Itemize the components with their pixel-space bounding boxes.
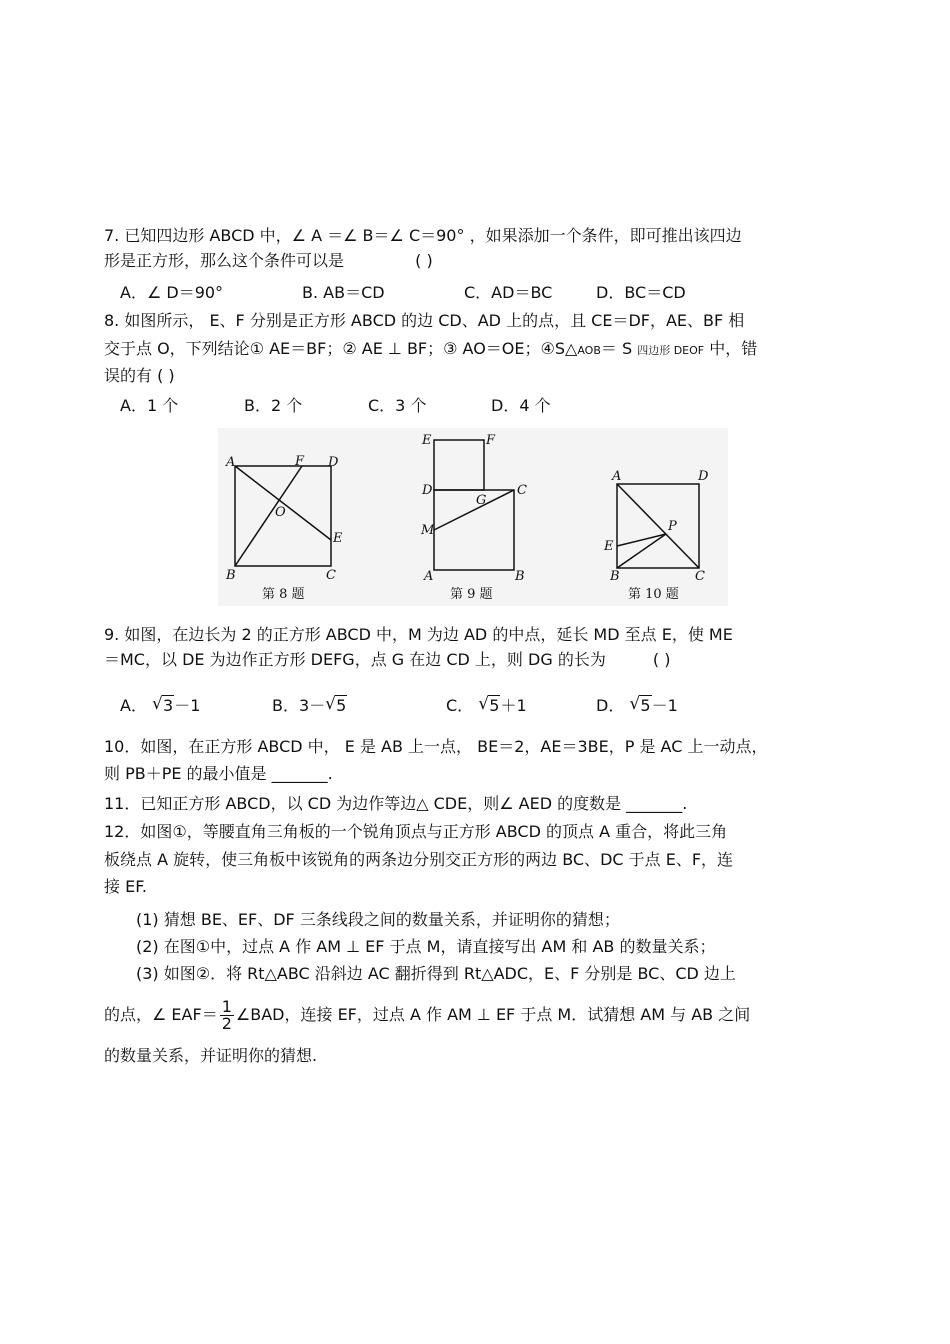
q8-option-c: C．3 个: [368, 396, 427, 415]
fig10-label-d: D: [698, 469, 709, 484]
figure-10: [617, 484, 699, 568]
q12-line3: 接 EF.: [104, 877, 147, 896]
q12-sub2: (2) 在图①中，过点 A 作 AM ⊥ EF 于点 M，请直接写出 AM 和 AB 的数量关系；: [136, 937, 716, 956]
q8-line2: [104, 339, 757, 361]
fig10-label-b: B: [610, 569, 620, 584]
fig9-label-g: G: [476, 493, 487, 508]
fig9-label-m: M: [421, 523, 435, 538]
q11-line1: 11．已知正方形 ABCD，以 CD 为边作等边△ CDE，则∠ AED 的度数是 _______.: [104, 794, 688, 813]
q12-sub1: (1) 猜想 BE、EF、DF 三条线段之间的数量关系，并证明你的猜想；: [136, 910, 620, 929]
fig8-label-b: B: [226, 568, 236, 583]
q9-option-d-sqrt: [629, 696, 651, 716]
q8-line2b: ＝ S: [600, 339, 633, 358]
fig8-line-ae: [235, 466, 331, 540]
q9-option-c-tail: ＋1: [500, 696, 527, 715]
q9-option-c-label: C．: [446, 696, 474, 715]
q9-option-b: [272, 696, 347, 716]
fig9-label-e: E: [422, 433, 432, 448]
q8-line1: 8. 如图所示， E、F 分别是正方形 ABCD 的边 CD、AD 上的点，且 CE＝DF，AE、BF 相: [104, 311, 745, 330]
q7-paren: ( ): [415, 251, 433, 270]
q7-line2-text: 形是正方形，那么这个条件可以是: [104, 251, 345, 270]
q9-option-a-tail: －1: [174, 696, 201, 715]
fig10-label-c: C: [695, 569, 705, 584]
fig9-line-mc: [434, 490, 514, 530]
q9-option-a-radicand: 3: [163, 696, 174, 715]
q12-frac-line-b: ∠BAD，连接 EF，过点 A 作 AM ⊥ EF 于点 M．试猜想 AM 与 AB 之间: [235, 1005, 751, 1024]
q10-line2: 则 PB＋PE 的最小值是 _______.: [104, 764, 333, 783]
q9-option-d-label: D．: [596, 696, 625, 715]
q12-frac-line-a: 的点，∠ EAF＝: [104, 1005, 218, 1024]
fig9-label-a: A: [424, 569, 434, 584]
fig8-label-c: C: [326, 568, 336, 583]
q9-option-b-sqrt: [325, 696, 347, 716]
q8-option-a: A．1 个: [120, 396, 179, 415]
figure-9: [434, 440, 514, 570]
q9-option-c: [446, 696, 527, 716]
q12-fraction: [220, 999, 234, 1032]
q8-line3: 误的有 ( ): [104, 366, 175, 385]
q9-option-d-radicand: 5: [640, 696, 651, 715]
fig9-big-square: [434, 490, 514, 570]
fig8-label-a: A: [226, 455, 236, 470]
fig9-caption: 第 9 题: [450, 587, 493, 602]
q8-option-d: D．4 个: [491, 396, 551, 415]
q12-sub3: (3) 如图②．将 Rt△ABC 沿斜边 AC 翻折得到 Rt△ADC，E、F 分别是 BC、CD 边上: [136, 964, 736, 983]
q8-line2c: 中，错: [709, 339, 758, 358]
fig10-label-e: E: [604, 539, 614, 554]
figures-panel: [218, 428, 728, 606]
q9-line1: 9. 如图，在边长为 2 的正方形 ABCD 中，M 为边 AD 的中点，延长 MD 至点 E，使 ME: [104, 625, 733, 644]
fig8-label-e: E: [333, 531, 343, 546]
q8-sub-aob: AOB: [577, 344, 601, 357]
q9-option-b-radicand: 5: [336, 696, 347, 715]
fig9-label-c: C: [517, 483, 527, 498]
fig10-caption: 第 10 题: [628, 587, 679, 602]
fig10-diagonal-ac: [617, 484, 699, 568]
q7-option-d: D．BC＝CD: [596, 283, 686, 302]
fig9-small-square: [434, 440, 484, 490]
q9-line2-text: ＝MC，以 DE 为边作正方形 DEFG，点 G 在边 CD 上，则 DG 的长为: [104, 650, 606, 669]
q8-line2a: 交于点 O，下列结论① AE＝BF；② AE ⊥ BF；③ AO＝OE；④S△: [104, 339, 578, 358]
q9-option-a-sqrt: [152, 696, 174, 716]
q12-line1: 12．如图①，等腰直角三角板的一个锐角顶点与正方形 ABCD 的顶点 A 重合，将此三角: [104, 822, 728, 841]
q7-line1: 7. 已知四边形 ABCD 中，∠ A ＝∠ B＝∠ C＝90° ，如果添加一个条件，即可推出该四边: [104, 226, 742, 245]
q9-option-a-label: A．: [120, 696, 147, 715]
fig8-label-d: D: [328, 455, 339, 470]
q12-line2: 板绕点 A 旋转，使三角板中该锐角的两条边分别交正方形的两边 BC、DC 于点 E、F，连: [104, 850, 734, 869]
q7-option-b: B. AB＝CD: [302, 283, 385, 302]
q8-sub-deof: 四边形 DEOF: [637, 344, 705, 357]
q7-option-a: A．∠ D＝90°: [120, 283, 224, 302]
q12-fraction-denominator: 2: [221, 1014, 232, 1033]
fig8-label-o: O: [275, 505, 286, 520]
q10-line1: 10．如图，在正方形 ABCD 中， E 是 AB 上一点， BE＝2，AE＝3BE，P 是 AC 上一动点，: [104, 737, 768, 756]
q12-fraction-numerator: 1: [221, 997, 232, 1016]
q9-option-d-tail: －1: [651, 696, 678, 715]
q9-option-c-sqrt: [478, 696, 500, 716]
fig8-label-f: F: [295, 454, 305, 469]
fig9-label-f: F: [486, 433, 496, 448]
q9-line2: [104, 650, 671, 670]
fig9-label-b: B: [515, 569, 525, 584]
fig9-label-d: D: [422, 483, 433, 498]
q9-option-a: [120, 696, 200, 716]
q9-option-b-label: B．3－: [272, 696, 326, 715]
q9-option-d: [596, 696, 678, 716]
q7-option-c: C．AD＝BC: [464, 283, 553, 302]
q9-option-c-radicand: 5: [489, 696, 500, 715]
fig10-label-a: A: [612, 469, 622, 484]
q9-paren: ( ): [652, 650, 671, 669]
q12-frac-line: [104, 998, 750, 1032]
fig8-caption: 第 8 题: [262, 587, 305, 602]
q12-last: 的数量关系，并证明你的猜想.: [104, 1046, 318, 1065]
figures-svg: [218, 428, 728, 606]
fig8-line-bf: [235, 466, 302, 566]
q8-option-b: B．2 个: [244, 396, 303, 415]
fig10-label-p: P: [668, 519, 677, 534]
fig10-line-bp: [617, 534, 666, 568]
q7-line2: [104, 251, 433, 271]
